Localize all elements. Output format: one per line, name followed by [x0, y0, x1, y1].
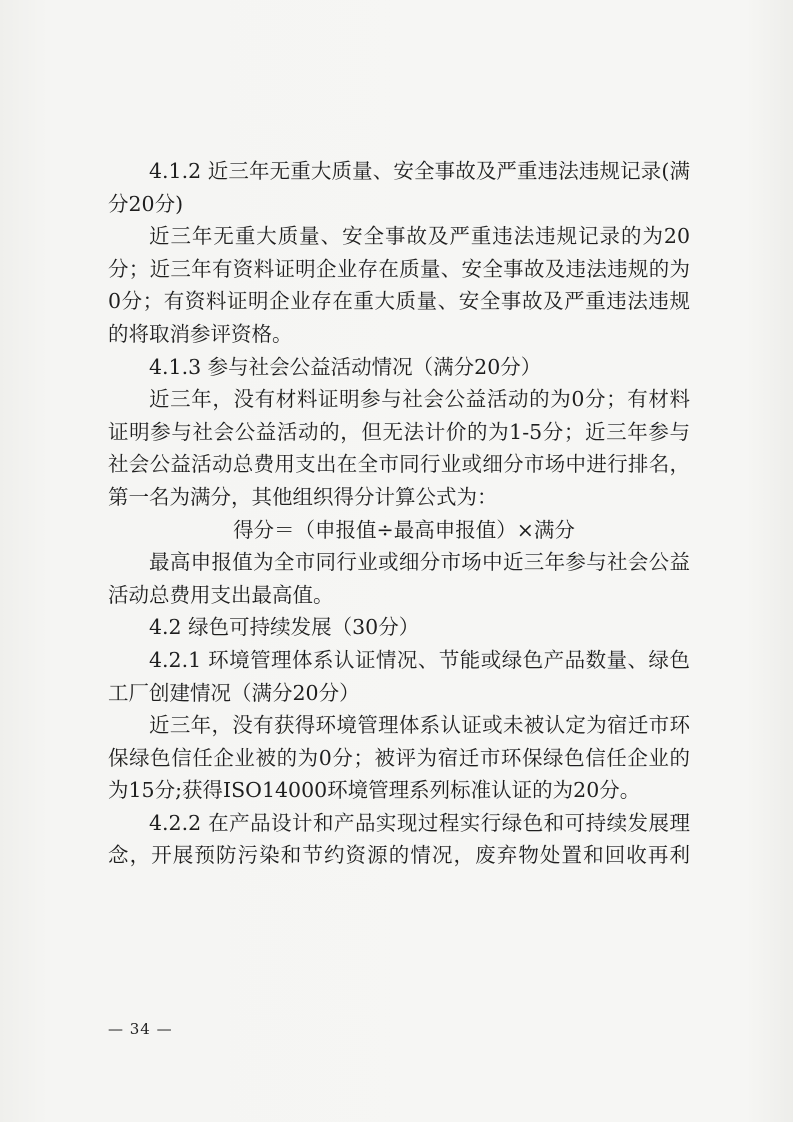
heading-4-2-1: 4.2.1 环境管理体系认证情况、节能或绿色产品数量、绿色工厂创建情况（满分20分）	[108, 647, 690, 705]
heading-4-1-3: 4.1.3 参与社会公益活动情况（满分20分）	[149, 354, 542, 379]
paragraph-4-1-2-body: 近三年无重大质量、安全事故及严重违法违规记录的为20分；近三年有资料证明企业存在质量、安全事故及违法违规的为0分；有资料证明企业存在重大质量、安全事故及严重违法违规的将取消参评资格。	[108, 224, 690, 346]
paragraph-4-2-1-body: 近三年，没有获得环境管理体系认证或未被认定为宿迁市环保绿色信任企业被的为0分；被评为宿迁市环保绿色信任企业的为15分;获得ISO14000环境管理系列标准认证的为20分。	[108, 713, 690, 803]
heading-4-2: 4.2 绿色可持续发展（30分）	[149, 615, 420, 640]
score-formula: 得分＝（申报值÷最高申报值）×满分	[233, 517, 575, 542]
heading-4-1-2: 4.1.2 近三年无重大质量、安全事故及严重违法违规记录(满分20分)	[108, 159, 690, 216]
page-number: — 34 —	[108, 1020, 173, 1038]
paragraph-4-1-3-body: 近三年，没有材料证明参与社会公益活动的为0分；有材料证明参与社会公益活动的，但无法计价的为1-5分；近三年参与社会公益活动总费用支出在全市同行业或细分市场中进行排名，第一名为满分，其他组织得分计算公式为：	[108, 387, 690, 509]
paragraph-highest-value: 最高申报值为全市同行业或细分市场中近三年参与社会公益活动总费用支出最高值。	[108, 550, 690, 607]
document-body	[108, 155, 690, 872]
heading-4-2-2: 4.2.2 在产品设计和产品实现过程实行绿色和可持续发展理念，开展预防污染和节约资源的情况，废弃物处置和回收再利	[108, 810, 690, 868]
